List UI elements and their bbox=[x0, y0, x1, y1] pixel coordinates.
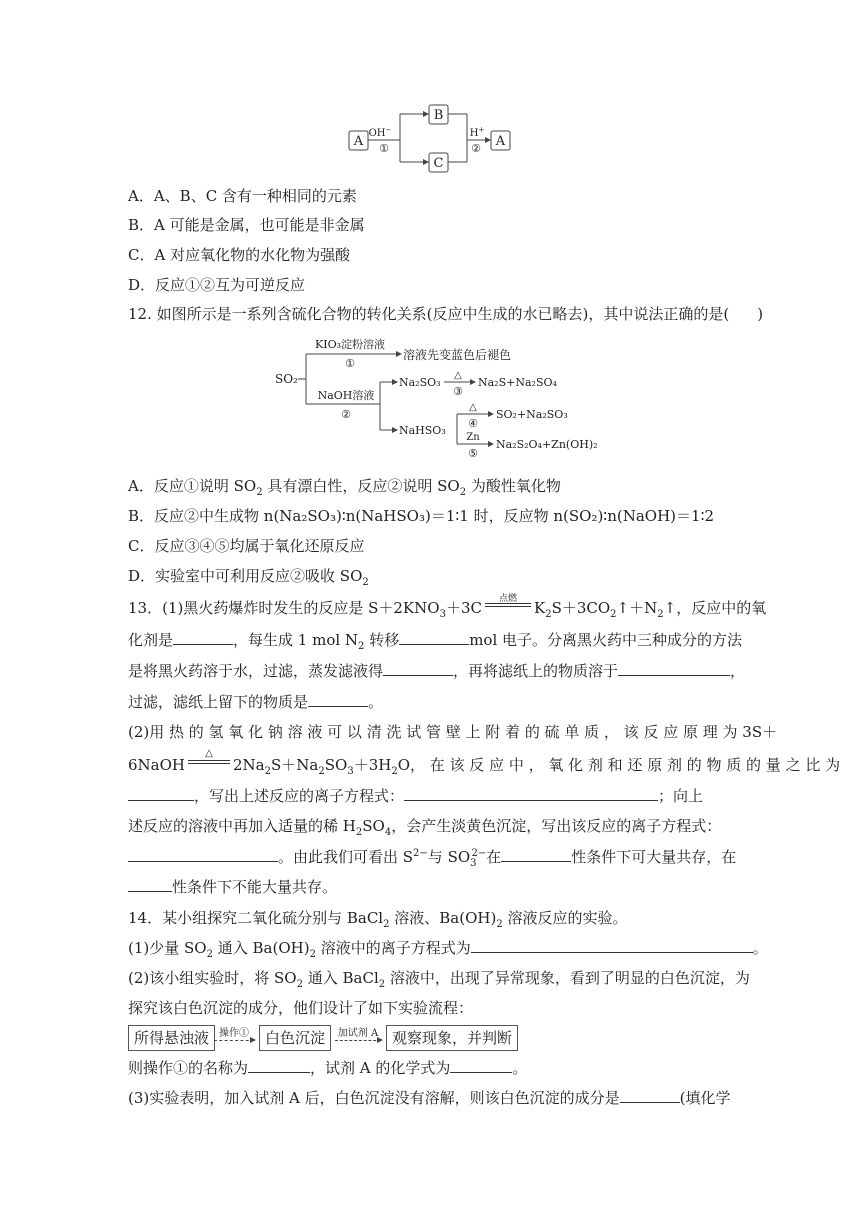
diagram1-reagent-h: H+ bbox=[469, 126, 485, 139]
diagram1-node-c: C bbox=[433, 156, 444, 171]
answer-blank[interactable] bbox=[383, 661, 453, 676]
q14-line-3: (2)该小组实验时，将 $SO_2$ 通入 BaCl$_2$ 溶液中，出现了异常现象，看到了明显的白色沉淀，为 bbox=[128, 969, 750, 990]
diagram2-step2: ② bbox=[341, 408, 351, 421]
answer-blank[interactable] bbox=[404, 786, 658, 801]
q13-line-8: 述反应的溶液中再加入适量的稀 $H_2SO_4$，会产生淡黄色沉淀，写出该反应的离子方程式： bbox=[128, 817, 722, 838]
q13-line-10: 性条件下不能大量共存。 bbox=[128, 877, 337, 897]
diagram2-product5: Na₂S₂O₄+Zn(OH)₂ bbox=[496, 438, 598, 451]
diagram2-nahso3: NaHSO₃ bbox=[399, 424, 446, 437]
flow-box-white-precipitate: 白色沉淀 bbox=[259, 1025, 331, 1051]
answer-blank[interactable] bbox=[501, 847, 571, 862]
q14-line-4: 探究该白色沉淀的成分，他们设计了如下实验流程： bbox=[128, 999, 474, 1017]
diagram2-step3: ③ bbox=[453, 385, 463, 398]
diagram2-step5: ⑤ bbox=[468, 447, 478, 460]
q12-option-d: D．实验室中可利用反应②吸收 $SO_2$ bbox=[128, 567, 369, 588]
flow-box-observe: 观察现象，并判断 bbox=[386, 1025, 518, 1051]
flow-arrow-operation-1: 操作① bbox=[214, 1024, 254, 1041]
diagram1-node-a2: A bbox=[495, 134, 506, 149]
diagram1-step2: ② bbox=[471, 142, 481, 155]
answer-blank[interactable] bbox=[618, 661, 730, 676]
diagram2-cond3: △ bbox=[454, 370, 462, 381]
diagram2-cond5: Zn bbox=[466, 432, 480, 443]
q14-line-2: (1)少量 $SO_2$ 通入 $Ba(OH)_2$ 溶液中的离子方程式为 。 bbox=[128, 939, 768, 960]
diagram2-product4: SO₂+Na₂SO₃ bbox=[496, 408, 568, 421]
diagram2-start: SO₂ bbox=[275, 372, 298, 386]
diagram1-node-a: A bbox=[353, 134, 364, 149]
answer-blank[interactable] bbox=[308, 692, 368, 707]
q13-line-2: 化剂是 ，每生成 1 mol $N_2$ 转移 mol 电子。分离黑火药中三种成分的方法 bbox=[128, 631, 743, 652]
answer-blank[interactable] bbox=[450, 1058, 512, 1073]
diagram2-step4: ④ bbox=[468, 417, 478, 430]
q11-option-d: D．反应①②互为可逆反应 bbox=[128, 276, 306, 294]
q13-condition-ignite: 点燃 bbox=[498, 594, 517, 604]
q13-line-4: 过滤，滤纸上留下的物质是 。 bbox=[128, 693, 384, 711]
diagram1-reagent-oh: OH− bbox=[368, 126, 392, 139]
q12-option-c: C．反应③④⑤均属于氧化还原反应 bbox=[128, 537, 365, 555]
q14-line-5: 则操作①的名称为 ，试剂 A 的化学式为 。 bbox=[128, 1059, 528, 1077]
answer-blank[interactable] bbox=[620, 1088, 680, 1103]
q13-line-5: (2)用 热 的 氢 氧 化 钠 溶 液 可 以 清 洗 试 管 壁 上 附 着 的 硫 单 质 ， 该 反 应 原 理 为 3S＋ bbox=[128, 723, 778, 741]
q13-condition-heat: △ bbox=[205, 748, 213, 759]
diagram2-na2so3: Na₂SO₃ bbox=[399, 376, 441, 389]
diagram2-cond4: △ bbox=[469, 402, 477, 413]
q14-line-1: 14．某小组探究二氧化硫分别与 BaCl$_2$ 溶液、$Ba(OH)_2$ 溶液反应的实验。 bbox=[128, 909, 628, 930]
diagram2-reagent2: NaOH溶液 bbox=[317, 389, 375, 402]
q12-option-a: A．反应①说明 $SO_2$ 具有漂白性，反应②说明 $SO_2$ 为酸性氧化物 bbox=[128, 477, 561, 498]
flow-box-suspension: 所得悬浊液 bbox=[128, 1025, 215, 1051]
diagram2-product1: 溶液先变蓝色后褪色 bbox=[403, 348, 512, 362]
q13-line-7: ，写出上述反应的离子方程式： ；向上 bbox=[128, 786, 703, 806]
diagram1-node-b: B bbox=[433, 108, 444, 123]
answer-blank[interactable] bbox=[399, 630, 469, 645]
q11-option-c: C．A 对应氧化物的水化物为强酸 bbox=[128, 246, 351, 264]
q13-line-3: 是将黑火药溶于水，过滤，蒸发滤液得 ，再将滤纸上的物质溶于 ， bbox=[128, 662, 746, 680]
q12-stem: 12. 如图所示是一系列含硫化合物的转化关系(反应中生成的水已略去)，其中说法正确的是( ) bbox=[128, 305, 764, 323]
diagram1-step1: ① bbox=[379, 142, 389, 155]
diagram2-product3: Na₂S+Na₂SO₄ bbox=[478, 376, 557, 389]
q13-line-6: 6NaOH △ $2Na_2S+Na_2SO_3+3H_2O$， 在 该 反 应 中 ， 氧 化 剂 和 还 原 剂 的 物 质 的 量 之 比 为 bbox=[128, 755, 840, 775]
q12-option-b: B．反应②中生成物 n(Na₂SO₃)∶n(NaHSO₃)＝1∶1 时，反应物 n(SO₂)∶n(NaOH)＝1∶2 bbox=[128, 507, 715, 525]
answer-blank[interactable] bbox=[128, 786, 194, 801]
answer-blank[interactable] bbox=[471, 938, 753, 953]
q11-option-b: B．A 可能是金属，也可能是非金属 bbox=[128, 216, 365, 234]
q13-line-9: 。由此我们可看出 $S^{2-}$与 $SO_3^{2-}$在 性条件下可大量共存，在 bbox=[128, 847, 736, 867]
q13-line-1: 13．(1)黑火药爆炸时发生的反应是 $S+2KNO_3+3C$ 点燃 $K_2S+3CO_2↑+N_2↑$，反应中的氧 bbox=[128, 598, 766, 618]
answer-blank[interactable] bbox=[128, 847, 278, 862]
diagram2-step1: ① bbox=[345, 357, 355, 370]
flow-arrow-add-reagent-a: 加试剂 A bbox=[335, 1024, 381, 1041]
reaction-diagram-1 bbox=[345, 102, 515, 176]
diagram2-reagent1: KIO₃淀粉溶液 bbox=[315, 338, 385, 351]
q11-option-a: A．A、B、C 含有一种相同的元素 bbox=[128, 187, 357, 205]
answer-blank[interactable] bbox=[128, 877, 172, 892]
reaction-diagram-2 bbox=[272, 332, 598, 462]
answer-blank[interactable] bbox=[173, 630, 233, 645]
answer-blank[interactable] bbox=[248, 1058, 310, 1073]
q14-line-6: (3)实验表明，加入试剂 A 后，白色沉淀没有溶解，则该白色沉淀的成分是 (填化学 bbox=[128, 1089, 731, 1107]
